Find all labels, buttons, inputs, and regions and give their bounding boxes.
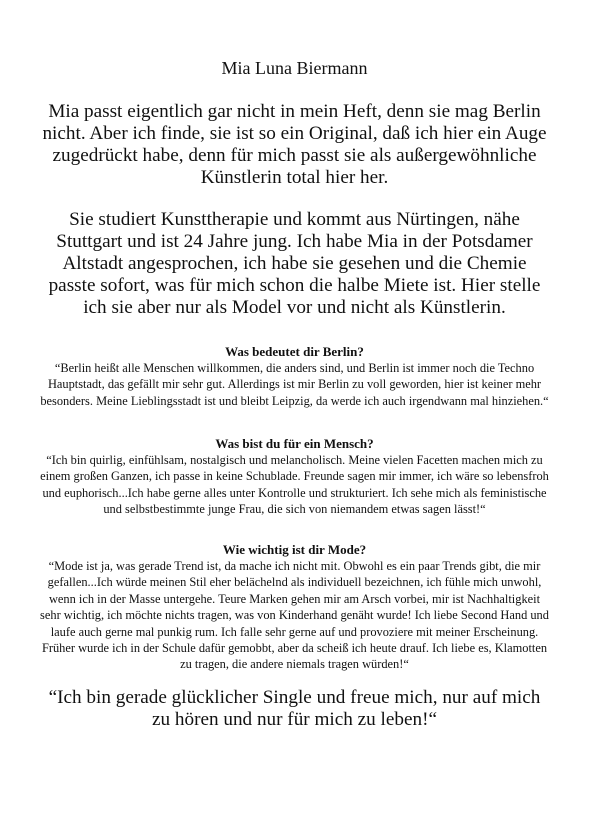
answer-text: “Mode ist ja, was gerade Trend ist, da mache ich nicht mit. Obwohl es ein paar Trends gibt, die mir gefallen...Ich würde meinen Stil eher belächelnd als individuell bezeichnen, ich fühle mich unwohl, wenn ich in der Masse untergehe. Teure Marken gehen mir am Arsch vorbei, mir ist Nachhaltigkeit sehr wichtig, ich möchte nichts tragen, was von Kinderhand genäht wurde! Ich liebe Second Hand und laufe auch gerne mal punkig rum. Ich falle sehr gerne auf und provoziere mit meiner Erscheinung. Früher wurde ich in der Schule dafür gemobbt, aber da scheiß ich heute drauf. Ich liebe es, Klamotten zu tragen, die andere niemals tragen würden!“: [40, 559, 549, 672]
question-heading: Was bedeutet dir Berlin?: [225, 344, 364, 359]
closing-quote: “Ich bin gerade glücklicher Single und freue mich, nur auf mich zu hören und nur für mich zu leben!“: [48, 687, 541, 730]
page-title: Mia Luna Biermann: [221, 58, 368, 78]
qa-block-berlin: [40, 344, 549, 409]
question-heading: Was bist du für ein Mensch?: [215, 436, 374, 451]
qa-block-fashion: [40, 542, 549, 673]
qa-block-person: [40, 436, 549, 518]
answer-text: “Ich bin quirlig, einfühlsam, nostalgisch und melancholisch. Meine vielen Facetten machen mich zu einem großen Ganzen, ich passe in keine Schublade. Freunde sagen mir immer, ich wäre so lebensfroh und euphorisch...Ich habe gerne alles unter Kontrolle und strukturiert. Ich sehe mich als feministische und selbstbestimmte junge Frau, die sich von niemandem etwas sagen lässt!“: [40, 453, 549, 517]
intro-paragraph-2: Sie studiert Kunsttherapie und kommt aus Nürtingen, nähe Stuttgart und ist 24 Jahre jung. Ich habe Mia in der Potsdamer Altstadt angesprochen, ich habe sie gesehen und die Chemie passte sofort, was für mich schon die halbe Miete ist. Hier stelle ich sie aber nur als Model vor und nicht als Künstlerin.: [48, 209, 541, 318]
intro-paragraph-1: Mia passt eigentlich gar nicht in mein Heft, denn sie mag Berlin nicht. Aber ich finde, sie ist so ein Original, daß ich hier ein Auge zugedrückt habe, denn für mich passt sie als außergewöhnliche Künstlerin total hier her.: [42, 101, 547, 188]
answer-text: “Berlin heißt alle Menschen willkommen, die anders sind, und Berlin ist immer noch die Techno Hauptstadt, das gefällt mir sehr gut. Allerdings ist mir Berlin zu voll geworden, hier ist keiner mehr besonders. Meine Lieblingsstadt ist und bleibt Leipzig, da werde ich auch irgendwann mal hinziehen.“: [40, 361, 549, 408]
question-heading: Wie wichtig ist dir Mode?: [222, 542, 367, 557]
